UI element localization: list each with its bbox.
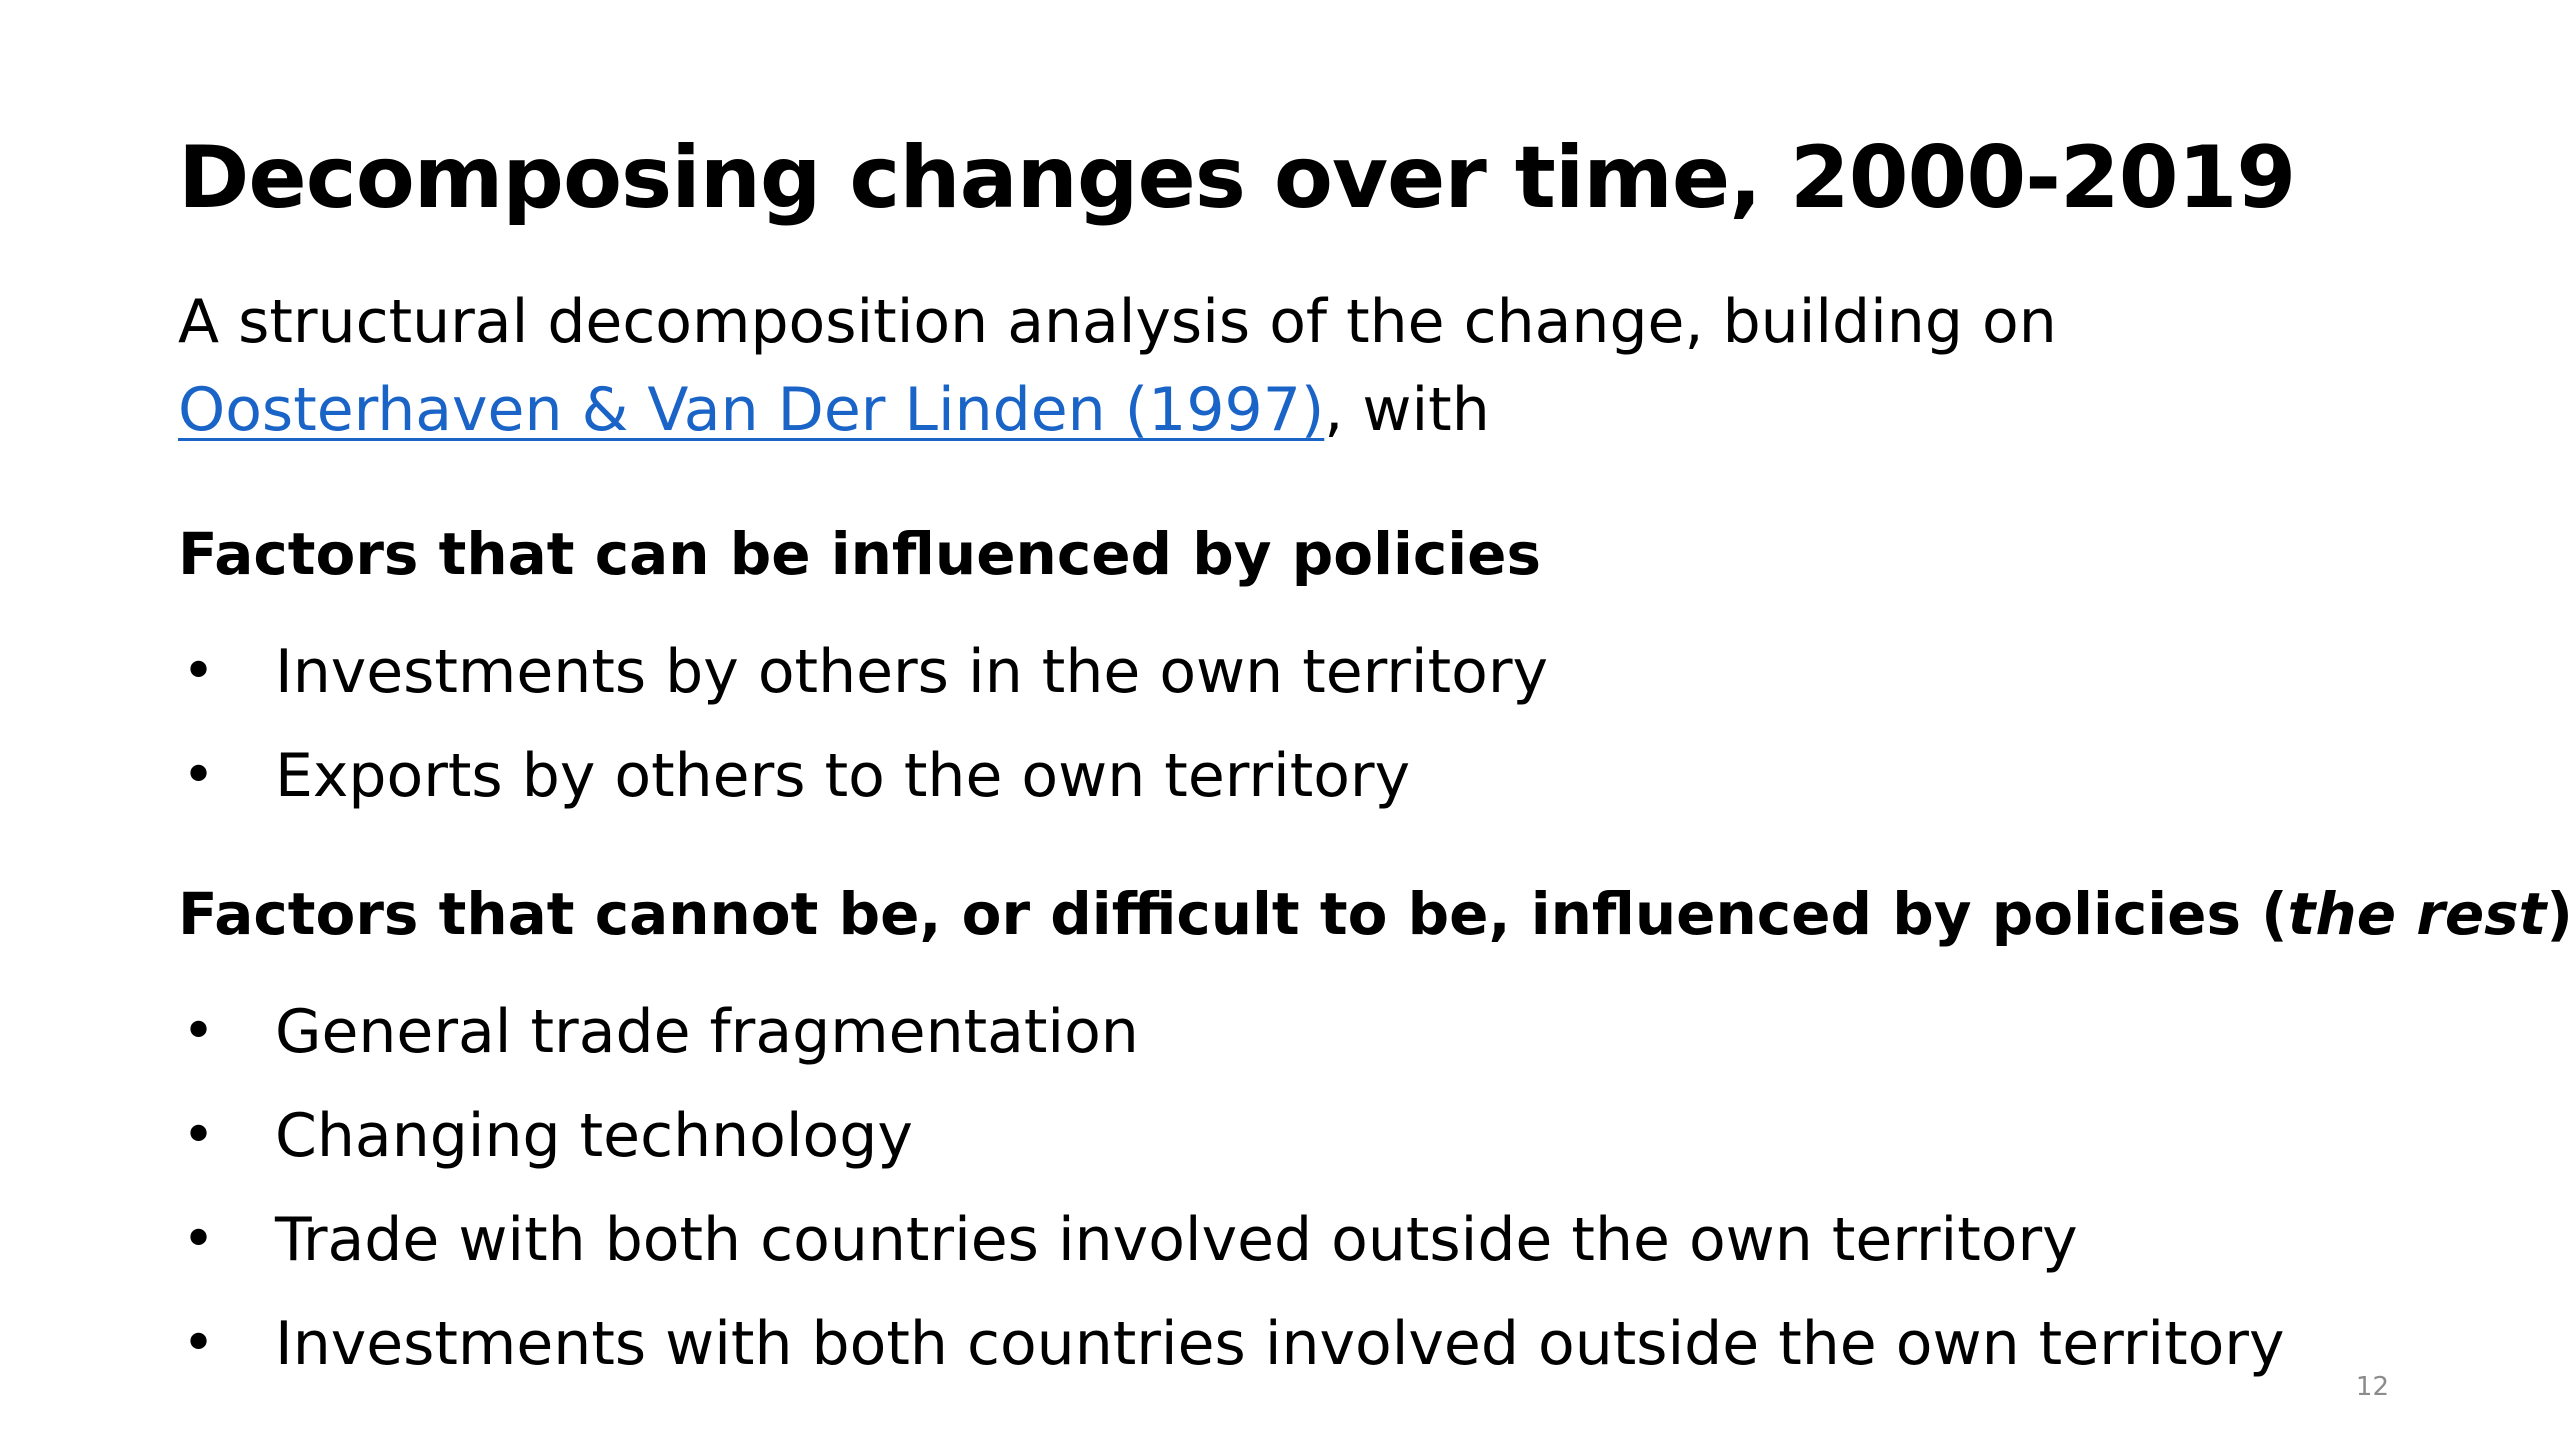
page-number: 12 [2355, 1372, 2389, 1402]
intro-paragraph [178, 278, 2428, 454]
bullet-list [178, 620, 2478, 828]
intro-line-2 [178, 366, 2428, 454]
section-heading: Factors that can be influenced by policies [178, 520, 1542, 588]
list-item-text: General trade fragmentation [275, 997, 1139, 1067]
bullet-icon: • [182, 639, 216, 704]
section-policy-factors [178, 514, 2478, 828]
bullet-icon: • [182, 1311, 216, 1376]
list-item [178, 724, 2478, 828]
section-heading-suffix: ) [2546, 880, 2573, 948]
list-item-text: Exports by others to the own territory [275, 741, 1411, 811]
list-item-text: Investments with both countries involved outside the own territory [275, 1309, 2285, 1379]
list-item [178, 1084, 2478, 1188]
list-item [178, 1188, 2478, 1292]
bullet-icon: • [182, 999, 216, 1064]
bullet-icon: • [182, 1103, 216, 1168]
list-item-text: Trade with both countries involved outside the own territory [275, 1205, 2078, 1275]
list-item [178, 980, 2478, 1084]
list-item-text: Investments by others in the own territory [275, 637, 1549, 707]
list-item [178, 620, 2478, 724]
section-heading [178, 874, 2573, 954]
section-other-factors [178, 874, 2573, 1396]
list-item [178, 1292, 2478, 1396]
slide-title: Decomposing changes over time, 2000-2019 [178, 128, 2296, 228]
intro-line-1: A structural decomposition analysis of the change, building on [178, 287, 2057, 357]
section-heading-prefix: Factors that cannot be, or difficult to be, influenced by policies ( [178, 880, 2288, 948]
section-heading-italic: the rest [2287, 880, 2547, 948]
reference-link[interactable]: Oosterhaven & Van Der Linden (1997) [178, 375, 1325, 445]
list-item-text: Changing technology [275, 1101, 913, 1171]
intro-line-2-suffix: , with [1324, 375, 1490, 445]
bullet-icon: • [182, 743, 216, 808]
bullet-list [178, 980, 2478, 1396]
bullet-icon: • [182, 1207, 216, 1272]
